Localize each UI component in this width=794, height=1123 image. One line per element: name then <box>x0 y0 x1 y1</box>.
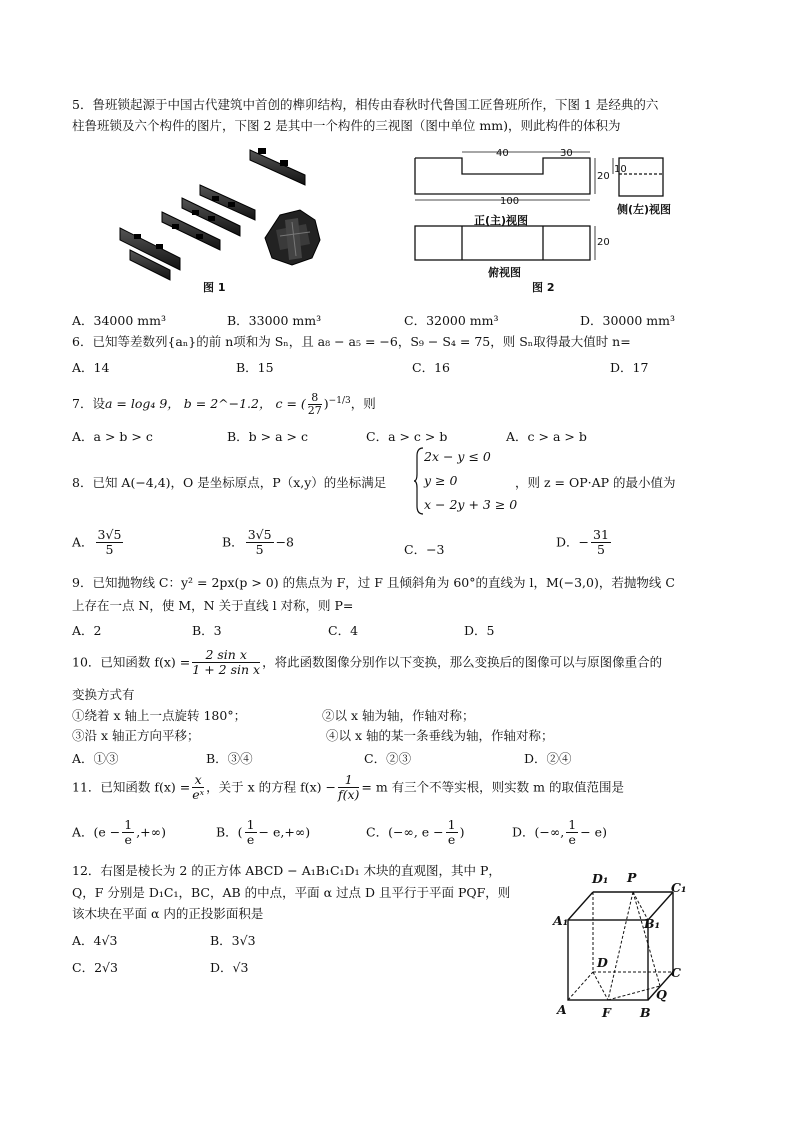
q9-option-b[interactable]: B．3 <box>192 623 222 638</box>
q5-option-b[interactable]: B．33000 mm³ <box>227 313 322 328</box>
q7-c-left: c = ( <box>275 396 306 412</box>
three-view-figure-2 <box>405 148 685 293</box>
q6-option-b[interactable]: B．15 <box>236 360 274 375</box>
q6-option-d[interactable]: D．17 <box>610 360 649 375</box>
q10-item-2: ②以 x 轴为轴，作轴对称； <box>322 708 475 723</box>
q6-text: 6．已知等差数列{aₙ}的前 n项和为 Sₙ，且 a₈ − a₅ = −6，S₉ − S₄ = 75，则 Sₙ取得最大值时 n= <box>72 334 631 349</box>
q8-text-before: 8．已知 A(−4,4)，O 是坐标原点，P（x,y）的坐标满足 <box>72 475 387 490</box>
q8-option-b[interactable]: B． $\frac{3√5}{5}$ −8 <box>222 527 294 558</box>
cube-label-f: F <box>602 1005 611 1020</box>
cube-label-a: A <box>557 1002 567 1017</box>
q5-text-line2: 柱鲁班锁及六个构件的图片，下图 2 是其中一个构件的三视图（图中单位 mm)，则此构件的体积为 <box>72 118 621 133</box>
q10-item-4: ④以 x 轴的某一条垂线为轴，作轴对称； <box>326 728 554 743</box>
q12-text-line2: Q，F 分别是 D₁C₁，BC，AB 的中点，平面 α 过点 D 且平行于平面 PQF，则 <box>72 885 511 900</box>
q8-condition-3: x − 2y + 3 ≥ 0 <box>424 497 518 512</box>
cube-label-b: B <box>640 1005 651 1020</box>
q9-option-c[interactable]: C．4 <box>328 623 359 638</box>
q5-option-a[interactable]: A．34000 mm³ <box>72 313 166 328</box>
q11-option-d[interactable]: D．(−∞, $\frac{1}{e}$ − e) <box>512 817 607 848</box>
cube-label-a1: A₁ <box>553 913 569 928</box>
q8-option-c[interactable]: C．−3 <box>404 542 445 557</box>
q8-option-d[interactable]: D．− $\frac{31}{5}$ <box>556 527 609 558</box>
q7-c-exp: −1/3 <box>328 396 351 406</box>
dim-10-side: 10 <box>614 164 627 175</box>
q10-option-a[interactable]: A．①③ <box>72 751 119 766</box>
q7-suffix: ，则 <box>350 396 376 412</box>
q11-text: 11．已知函数 f(x) = $\frac{x}{\text{eˣ}}$ ，关于 x 的方程 f(x) − $\frac{1}{f(x)}$ = m 有三个不等实根，则实数 m 的取值范围是 <box>72 772 624 803</box>
q10-item-1: ①绕着 x 轴上一点旋转 180°； <box>72 708 247 723</box>
dim-40: 40 <box>496 148 509 159</box>
dim-30: 30 <box>560 148 573 159</box>
q7-option-c[interactable]: C．a > c > b <box>366 429 448 444</box>
q10-num: 2 sin x <box>192 648 260 663</box>
cube-label-d1: D₁ <box>592 871 609 886</box>
q5-option-c[interactable]: C．32000 mm³ <box>404 313 499 328</box>
q12-text-line3: 该木块在平面 α 内的正投影面积是 <box>72 906 264 921</box>
q10-option-c[interactable]: C．②③ <box>364 751 412 766</box>
cube-label-c1: C₁ <box>671 880 687 895</box>
q9-option-d[interactable]: D．5 <box>464 623 495 638</box>
q12-option-c[interactable]: C．2√3 <box>72 960 118 975</box>
q10-text-line2: 变换方式有 <box>72 687 135 702</box>
q7-c-num: 8 <box>308 392 322 406</box>
q11-option-b[interactable]: B．( $\frac{1}{e}$ − e,+∞) <box>216 817 311 848</box>
q10-den: 1 + 2 sin x <box>192 662 261 678</box>
q7-prefix: 7．设 <box>72 396 105 412</box>
q12-text-line1: 12．右图是棱长为 2 的正方体 ABCD − A₁B₁C₁D₁ 木块的直观图，其中 P， <box>72 863 501 878</box>
q12-option-a[interactable]: A．4√3 <box>72 933 118 948</box>
q10-option-b[interactable]: B．③④ <box>206 751 253 766</box>
figure-2-caption: 图 2 <box>532 281 555 294</box>
q8-condition-2: y ≥ 0 <box>424 473 458 488</box>
q6-option-a[interactable]: A．14 <box>72 360 110 375</box>
front-view-label: 正(主)视图 <box>474 214 529 227</box>
q5-option-d[interactable]: D．30000 mm³ <box>580 313 675 328</box>
q11-option-a[interactable]: A．(e − $\frac{1}{e}$ ,+∞) <box>72 817 166 848</box>
q7-c-den: 27 <box>307 404 322 418</box>
q7-b-expr: b = 2^−1.2， <box>183 396 272 412</box>
cube-label-q: Q <box>656 987 667 1002</box>
q6-option-c[interactable]: C．16 <box>412 360 450 375</box>
q7-option-d[interactable]: A．c > a > b <box>506 429 587 444</box>
q12-option-d[interactable]: D．√3 <box>210 960 249 975</box>
side-view-label: 侧(左)视图 <box>617 203 672 216</box>
q8-option-a[interactable]: A． $\frac{3√5}{5}$ <box>72 527 122 558</box>
q9-text-line1: 9．已知抛物线 C：y² = 2px(p > 0) 的焦点为 F，过 F 且倾斜角为 60°的直线为 l，M(−3,0)，若抛物线 C <box>72 575 675 590</box>
q10-text-line1: 10．已知函数 f(x) = $\frac{\text{2 sin x}}{\text{1 + 2 sin x}}$ ，将此函数图像分别作以下变换，那么变换后的图像可以与原图像重合的 <box>72 647 663 678</box>
figure-1-caption: 图 1 <box>203 281 226 294</box>
q8-brace <box>414 446 424 516</box>
cube-label-p: P <box>627 870 637 885</box>
q10-option-d[interactable]: D．②④ <box>524 751 572 766</box>
q10-item-3: ③沿 x 轴正方向平移； <box>72 728 200 743</box>
q7-a-expr: a = log₄ 9， <box>104 396 180 412</box>
dim-100: 100 <box>500 196 520 207</box>
q8-text-after: ，则 z = OP·AP 的最小值为 <box>515 475 676 490</box>
q8-condition-1: 2x − y ≤ 0 <box>424 449 491 464</box>
q7-text: 7．设a = log₄ 9， b = 2^−1.2， c = ( $\frac{8}{27}$ )$^{-1/3}$，则 <box>72 390 376 418</box>
dim-20-top: 20 <box>597 237 610 248</box>
cube-label-c: C <box>671 965 681 980</box>
q7-option-b[interactable]: B．b > a > c <box>227 429 308 444</box>
dim-20-front: 20 <box>597 171 610 182</box>
q7-option-a[interactable]: A．a > b > c <box>72 429 153 444</box>
q9-text-line2: 上存在一点 N，使 M，N 关于直线 l 对称，则 P= <box>72 598 354 613</box>
q5-text-line1: 5．鲁班锁起源于中国古代建筑中首创的榫卯结构，相传由春秋时代鲁国工匠鲁班所作，下图 1 是经典的六 <box>72 97 659 112</box>
luban-lock-figure-1 <box>100 140 340 295</box>
top-view-label: 俯视图 <box>488 266 521 279</box>
q9-option-a[interactable]: A．2 <box>72 623 102 638</box>
q12-option-b[interactable]: B．3√3 <box>210 933 256 948</box>
cube-label-d: D <box>597 955 608 970</box>
q11-option-c[interactable]: C．(−∞, e − $\frac{1}{e}$ ) <box>366 817 465 848</box>
cube-label-b1: B₁ <box>644 916 661 931</box>
